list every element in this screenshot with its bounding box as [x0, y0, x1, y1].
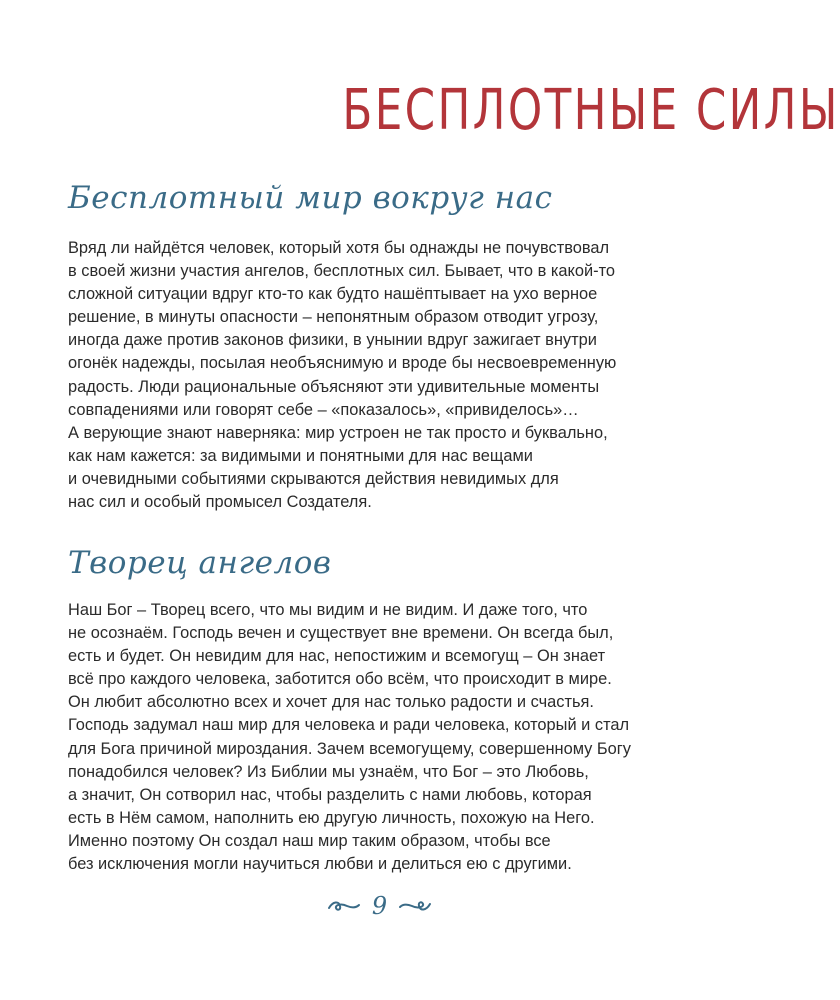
- text-line: и очевидными событиями скрываются действия невидимых для: [68, 469, 559, 488]
- text-line: Именно поэтому Он создал наш мир таким образом, чтобы все: [68, 831, 551, 850]
- text-line: Вряд ли найдётся человек, который хотя бы однажды не почувствовал: [68, 239, 610, 257]
- page-number: 9: [371, 892, 388, 920]
- swirl-ornament-left-icon: [327, 899, 361, 913]
- text-line: есть в Нём самом, наполнить ею другую личность, похожую на Него.: [68, 808, 595, 827]
- text-line: а значит, Он сотворил нас, чтобы разделить с нами любовь, которая: [68, 785, 592, 804]
- text-line: Он любит абсолютно всех и хочет для нас только радости и счастья.: [68, 693, 594, 712]
- page-number-footer: [0, 892, 759, 920]
- text-line: А верующие знают наверняка: мир устроен не так просто и буквально,: [68, 423, 608, 442]
- chapter-title: БЕСПЛОТНЫЕ СИЛЫ: [342, 78, 840, 143]
- text-line: для Бога причиной мироздания. Зачем всемогущему, совершенному Богу: [68, 739, 631, 758]
- paragraph-invisible-world: [68, 237, 708, 514]
- text-line: без исключения могли научиться любви и делиться ею с другими.: [68, 855, 572, 874]
- text-line: понадобился человек? Из Библии мы узнаём, что Бог – это Любовь,: [68, 762, 589, 781]
- text-line: нас сил и особый промысел Создателя.: [68, 493, 372, 512]
- section-heading-invisible-world: Бесплотный мир вокруг нас: [68, 180, 553, 216]
- paragraph-creator-of-angels: [68, 599, 708, 876]
- text-line: иногда даже против законов физики, в унынии вдруг зажигает внутри: [68, 331, 597, 350]
- text-line: всё про каждого человека, заботится обо всём, что происходит в мире.: [68, 670, 612, 689]
- text-line: Господь задумал наш мир для человека и ради человека, который и стал: [68, 716, 630, 735]
- text-line: в своей жизни участия ангелов, бесплотных сил. Бывает, что в какой-то: [68, 262, 616, 281]
- text-line: сложной ситуации вдруг кто-то как будто нашёптывает на ухо верное: [68, 285, 598, 304]
- text-line: огонёк надежды, посылая необъяснимую и вроде бы несвоевременную: [68, 354, 617, 373]
- text-line: радость. Люди рациональные объясняют эти удивительные моменты: [68, 377, 600, 396]
- swirl-ornament-right-icon: [398, 899, 432, 913]
- section-heading-creator-of-angels: Творец ангелов: [68, 545, 332, 581]
- text-line: есть и будет. Он невидим для нас, непостижим и всемогущ – Он знает: [68, 647, 606, 666]
- text-line: решение, в минуты опасности – непонятным образом отводит угрозу,: [68, 308, 599, 327]
- text-line: не осознаём. Господь вечен и существует вне времени. Он всегда был,: [68, 624, 614, 643]
- text-line: как нам кажется: за видимыми и понятными для нас вещами: [68, 446, 533, 465]
- text-line: совпадениями или говорят себе – «показалось», «привиделось»…: [68, 400, 579, 419]
- text-line: Наш Бог – Творец всего, что мы видим и не видим. И даже того, что: [68, 601, 588, 619]
